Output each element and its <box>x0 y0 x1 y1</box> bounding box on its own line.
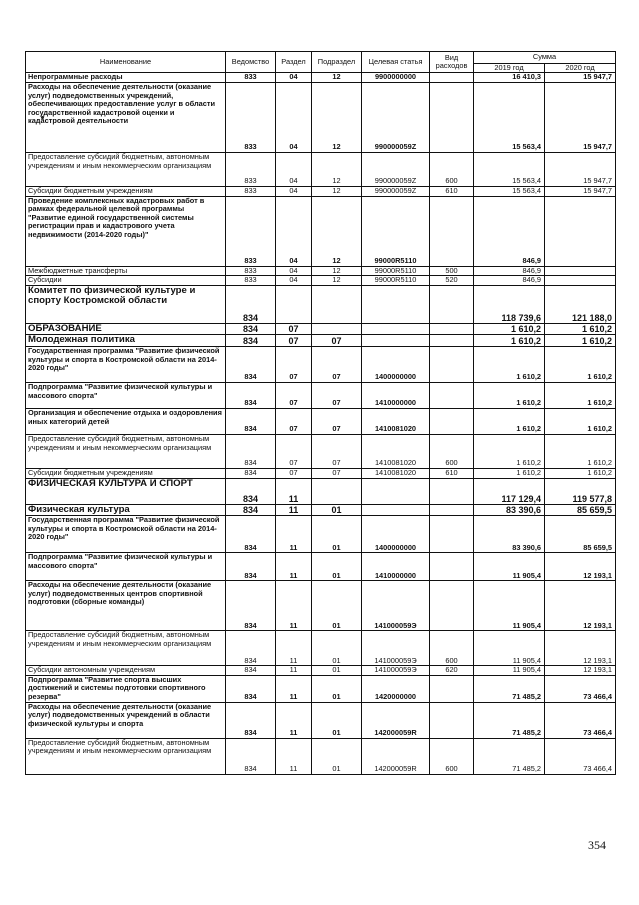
table-row <box>26 346 616 382</box>
header-name: Наименование <box>26 52 226 73</box>
row-dept: 834 <box>226 553 276 581</box>
row-section: 11 <box>276 631 312 666</box>
row-section: 11 <box>276 738 312 774</box>
row-section: 04 <box>276 266 312 276</box>
row-sum-2020: 12 193,1 <box>545 666 616 676</box>
row-sum-2020: 73 466,4 <box>545 675 616 702</box>
row-sum-2019: 15 563,4 <box>474 153 545 187</box>
row-sum-2020 <box>545 196 616 266</box>
row-sum-2019: 71 485,2 <box>474 702 545 738</box>
row-section: 07 <box>276 468 312 478</box>
row-subsection: 07 <box>312 346 362 382</box>
row-sum-2019: 1 610,2 <box>474 335 545 347</box>
row-subsection: 12 <box>312 73 362 83</box>
row-section <box>276 285 312 323</box>
row-target: 1400000000 <box>362 516 430 553</box>
table-row <box>26 408 616 434</box>
row-section: 11 <box>276 516 312 553</box>
row-kind <box>430 581 474 631</box>
row-sum-2019: 117 129,4 <box>474 478 545 504</box>
table-row <box>26 276 616 286</box>
row-target <box>362 478 430 504</box>
table-row <box>26 631 616 666</box>
row-name: Предоставление субсидий бюджетным, автономным учреждениям и иным некоммерческим организациям <box>26 738 226 774</box>
table-row <box>26 666 616 676</box>
header-year-2019: 2019 год <box>474 64 545 73</box>
row-sum-2020: 15 947,7 <box>545 187 616 197</box>
row-kind <box>430 285 474 323</box>
row-target: 1420000000 <box>362 675 430 702</box>
row-subsection <box>312 478 362 504</box>
row-subsection: 12 <box>312 153 362 187</box>
row-target: 1410081020 <box>362 408 430 434</box>
row-sum-2019: 1 610,2 <box>474 382 545 408</box>
header-subsection: Подраздел <box>312 52 362 73</box>
row-kind <box>430 504 474 516</box>
row-target: 141000059Э <box>362 581 430 631</box>
row-target <box>362 335 430 347</box>
row-target: 99000R5110 <box>362 266 430 276</box>
row-name: Подпрограмма "Развитие физической культуры и массового спорта" <box>26 382 226 408</box>
row-sum-2019: 846,9 <box>474 266 545 276</box>
row-name: Субсидии автономным учреждениям <box>26 666 226 676</box>
row-kind: 520 <box>430 276 474 286</box>
row-name: Государственная программа "Развитие физической культуры и спорта в Костромской области на 2014-2020 годы" <box>26 346 226 382</box>
row-name: Подпрограмма "Развитие спорта высших достижений и системы подготовки спортивного резерва" <box>26 675 226 702</box>
row-kind: 620 <box>430 666 474 676</box>
row-dept: 834 <box>226 675 276 702</box>
row-subsection: 12 <box>312 187 362 197</box>
row-target: 990000059Z <box>362 83 430 153</box>
row-target: 9900000000 <box>362 73 430 83</box>
row-sum-2019: 846,9 <box>474 276 545 286</box>
row-dept: 834 <box>226 408 276 434</box>
row-kind <box>430 346 474 382</box>
row-sum-2019: 1 610,2 <box>474 408 545 434</box>
row-dept: 834 <box>226 434 276 468</box>
row-target: 141000059Э <box>362 631 430 666</box>
row-subsection: 07 <box>312 382 362 408</box>
row-subsection: 01 <box>312 581 362 631</box>
row-kind <box>430 83 474 153</box>
row-sum-2020: 1 610,2 <box>545 408 616 434</box>
table-row <box>26 434 616 468</box>
row-kind: 610 <box>430 187 474 197</box>
row-kind <box>430 382 474 408</box>
row-kind <box>430 478 474 504</box>
table-row <box>26 187 616 197</box>
row-sum-2020 <box>545 266 616 276</box>
row-target: 1400000000 <box>362 346 430 382</box>
row-kind <box>430 516 474 553</box>
row-section: 04 <box>276 187 312 197</box>
row-dept: 834 <box>226 468 276 478</box>
budget-table-sheet <box>25 51 615 775</box>
table-row <box>26 153 616 187</box>
row-target: 141000059Э <box>362 666 430 676</box>
row-subsection: 07 <box>312 434 362 468</box>
table-row <box>26 516 616 553</box>
row-kind <box>430 675 474 702</box>
row-section: 11 <box>276 581 312 631</box>
row-name: Организация и обеспечение отдыха и оздоровления иных категорий детей <box>26 408 226 434</box>
row-section: 07 <box>276 382 312 408</box>
row-sum-2020: 1 610,2 <box>545 468 616 478</box>
row-subsection: 12 <box>312 196 362 266</box>
row-sum-2020: 12 193,1 <box>545 553 616 581</box>
row-name: Субсидии бюджетным учреждениям <box>26 468 226 478</box>
row-dept: 834 <box>226 323 276 335</box>
row-dept: 834 <box>226 516 276 553</box>
row-name: Расходы на обеспечение деятельности (оказание услуг) подведомственных учреждений, обеспечивающих предоставление услуг в области государственной кадастровой оценки и кадастровой деятельности <box>26 83 226 153</box>
row-section: 07 <box>276 335 312 347</box>
row-dept: 833 <box>226 266 276 276</box>
row-kind: 600 <box>430 631 474 666</box>
row-dept: 833 <box>226 83 276 153</box>
row-sum-2019: 11 905,4 <box>474 553 545 581</box>
row-sum-2020: 119 577,8 <box>545 478 616 504</box>
row-dept: 833 <box>226 187 276 197</box>
row-name: Расходы на обеспечение деятельности (оказание услуг) подведомственных учреждений в области физической культуры и спорта <box>26 702 226 738</box>
row-target <box>362 323 430 335</box>
row-section: 11 <box>276 504 312 516</box>
row-sum-2019: 11 905,4 <box>474 581 545 631</box>
row-dept: 833 <box>226 153 276 187</box>
row-name: Непрограммные расходы <box>26 73 226 83</box>
row-name: ФИЗИЧЕСКАЯ КУЛЬТУРА И СПОРТ <box>26 478 226 504</box>
table-row <box>26 468 616 478</box>
row-section: 11 <box>276 666 312 676</box>
row-dept: 834 <box>226 382 276 408</box>
row-sum-2019: 1 610,2 <box>474 434 545 468</box>
row-name: Предоставление субсидий бюджетным, автономным учреждениям и иным некоммерческим организациям <box>26 434 226 468</box>
row-name: Подпрограмма "Развитие физической культуры и массового спорта" <box>26 553 226 581</box>
row-section: 07 <box>276 323 312 335</box>
row-sum-2020: 85 659,5 <box>545 516 616 553</box>
row-name: Предоставление субсидий бюджетным, автономным учреждениям и иным некоммерческим организациям <box>26 153 226 187</box>
row-name: Физическая культура <box>26 504 226 516</box>
row-name: Проведение комплексных кадастровых работ в рамках федеральной целевой программы "Развитие единой государственной системы регистрации прав и кадастрового учета недвижимости (2014-2020 годы)" <box>26 196 226 266</box>
row-section: 11 <box>276 702 312 738</box>
table-row <box>26 323 616 335</box>
row-sum-2020: 121 188,0 <box>545 285 616 323</box>
row-subsection: 07 <box>312 335 362 347</box>
header-sum: Сумма <box>474 52 616 64</box>
row-sum-2019: 846,9 <box>474 196 545 266</box>
header-kind: Вид расходов <box>430 52 474 73</box>
row-dept: 834 <box>226 478 276 504</box>
row-sum-2020: 1 610,2 <box>545 323 616 335</box>
row-section: 04 <box>276 276 312 286</box>
table-row <box>26 478 616 504</box>
row-name: Субсидии бюджетным учреждениям <box>26 187 226 197</box>
row-dept: 834 <box>226 504 276 516</box>
row-dept: 833 <box>226 196 276 266</box>
row-sum-2020 <box>545 276 616 286</box>
row-dept: 834 <box>226 631 276 666</box>
row-name: Предоставление субсидий бюджетным, автономным учреждениям и иным некоммерческим организациям <box>26 631 226 666</box>
row-target: 142000059R <box>362 702 430 738</box>
row-section: 04 <box>276 153 312 187</box>
row-sum-2019: 11 905,4 <box>474 631 545 666</box>
row-subsection: 12 <box>312 266 362 276</box>
row-subsection <box>312 285 362 323</box>
row-sum-2020: 85 659,5 <box>545 504 616 516</box>
table-row <box>26 675 616 702</box>
row-dept: 834 <box>226 738 276 774</box>
row-sum-2019: 1 610,2 <box>474 323 545 335</box>
row-target: 1410081020 <box>362 468 430 478</box>
row-kind <box>430 335 474 347</box>
row-section: 07 <box>276 408 312 434</box>
row-subsection: 01 <box>312 675 362 702</box>
header-dept: Ведомство <box>226 52 276 73</box>
row-sum-2020: 1 610,2 <box>545 382 616 408</box>
row-target: 990000059Z <box>362 187 430 197</box>
table-row <box>26 581 616 631</box>
row-name: Межбюджетные трансферты <box>26 266 226 276</box>
row-name: ОБРАЗОВАНИЕ <box>26 323 226 335</box>
row-sum-2019: 15 563,4 <box>474 83 545 153</box>
table-row <box>26 196 616 266</box>
row-subsection: 01 <box>312 516 362 553</box>
row-name: Субсидии <box>26 276 226 286</box>
row-sum-2019: 71 485,2 <box>474 738 545 774</box>
row-target: 1410000000 <box>362 553 430 581</box>
row-kind <box>430 408 474 434</box>
row-section: 04 <box>276 196 312 266</box>
row-name: Молодежная политика <box>26 335 226 347</box>
row-kind: 600 <box>430 434 474 468</box>
row-dept: 834 <box>226 581 276 631</box>
row-section: 04 <box>276 73 312 83</box>
table-row <box>26 285 616 323</box>
row-sum-2019: 83 390,6 <box>474 516 545 553</box>
row-sum-2019: 11 905,4 <box>474 666 545 676</box>
row-sum-2020: 1 610,2 <box>545 335 616 347</box>
table-row <box>26 382 616 408</box>
row-section: 11 <box>276 675 312 702</box>
row-kind: 600 <box>430 153 474 187</box>
row-kind <box>430 196 474 266</box>
row-section: 07 <box>276 434 312 468</box>
row-sum-2019: 16 410,3 <box>474 73 545 83</box>
row-subsection <box>312 323 362 335</box>
header-year-2020: 2020 год <box>545 64 616 73</box>
row-target: 1410000000 <box>362 382 430 408</box>
row-kind: 500 <box>430 266 474 276</box>
header-section: Раздел <box>276 52 312 73</box>
row-dept: 834 <box>226 702 276 738</box>
row-kind: 610 <box>430 468 474 478</box>
page-number: 354 <box>588 838 606 852</box>
row-name: Государственная программа "Развитие физической культуры и спорта в Костромской области на 2014-2020 годы" <box>26 516 226 553</box>
row-subsection: 12 <box>312 276 362 286</box>
row-subsection: 07 <box>312 468 362 478</box>
row-sum-2020: 15 947,7 <box>545 153 616 187</box>
row-dept: 834 <box>226 346 276 382</box>
table-row <box>26 83 616 153</box>
row-sum-2020: 15 947,7 <box>545 73 616 83</box>
row-kind <box>430 553 474 581</box>
row-kind <box>430 323 474 335</box>
row-subsection: 01 <box>312 553 362 581</box>
row-target <box>362 504 430 516</box>
row-sum-2020: 15 947,7 <box>545 83 616 153</box>
row-subsection: 01 <box>312 504 362 516</box>
table-row <box>26 738 616 774</box>
row-sum-2019: 118 739,6 <box>474 285 545 323</box>
row-section: 07 <box>276 346 312 382</box>
row-subsection: 01 <box>312 631 362 666</box>
row-kind: 600 <box>430 738 474 774</box>
row-sum-2019: 71 485,2 <box>474 675 545 702</box>
row-sum-2020: 1 610,2 <box>545 346 616 382</box>
row-subsection: 12 <box>312 83 362 153</box>
table-row <box>26 504 616 516</box>
row-section: 04 <box>276 83 312 153</box>
row-sum-2020: 12 193,1 <box>545 631 616 666</box>
row-target: 990000059Z <box>362 153 430 187</box>
row-kind <box>430 702 474 738</box>
row-sum-2020: 73 466,4 <box>545 702 616 738</box>
row-dept: 834 <box>226 285 276 323</box>
table-row <box>26 553 616 581</box>
row-sum-2019: 15 563,4 <box>474 187 545 197</box>
row-sum-2020: 1 610,2 <box>545 434 616 468</box>
row-sum-2020: 12 193,1 <box>545 581 616 631</box>
table-row <box>26 702 616 738</box>
row-dept: 833 <box>226 276 276 286</box>
table-row <box>26 335 616 347</box>
row-dept: 834 <box>226 666 276 676</box>
row-kind <box>430 73 474 83</box>
row-subsection: 07 <box>312 408 362 434</box>
row-subsection: 01 <box>312 738 362 774</box>
row-target: 1410081020 <box>362 434 430 468</box>
row-target <box>362 285 430 323</box>
row-sum-2020: 73 466,4 <box>545 738 616 774</box>
row-subsection: 01 <box>312 666 362 676</box>
row-section: 11 <box>276 553 312 581</box>
row-dept: 834 <box>226 335 276 347</box>
row-target: 142000059R <box>362 738 430 774</box>
row-sum-2019: 83 390,6 <box>474 504 545 516</box>
header-target: Целевая статья <box>362 52 430 73</box>
row-sum-2019: 1 610,2 <box>474 346 545 382</box>
row-section: 11 <box>276 478 312 504</box>
row-target: 99000R5110 <box>362 276 430 286</box>
budget-table <box>25 51 616 775</box>
row-dept: 833 <box>226 73 276 83</box>
row-subsection: 01 <box>312 702 362 738</box>
row-name: Комитет по физической культуре и спорту Костромской области <box>26 285 226 323</box>
row-target: 99000R5110 <box>362 196 430 266</box>
row-sum-2019: 1 610,2 <box>474 468 545 478</box>
row-name: Расходы на обеспечение деятельности (оказание услуг) подведомственных центров спортивной подготовки (сборные команды) <box>26 581 226 631</box>
